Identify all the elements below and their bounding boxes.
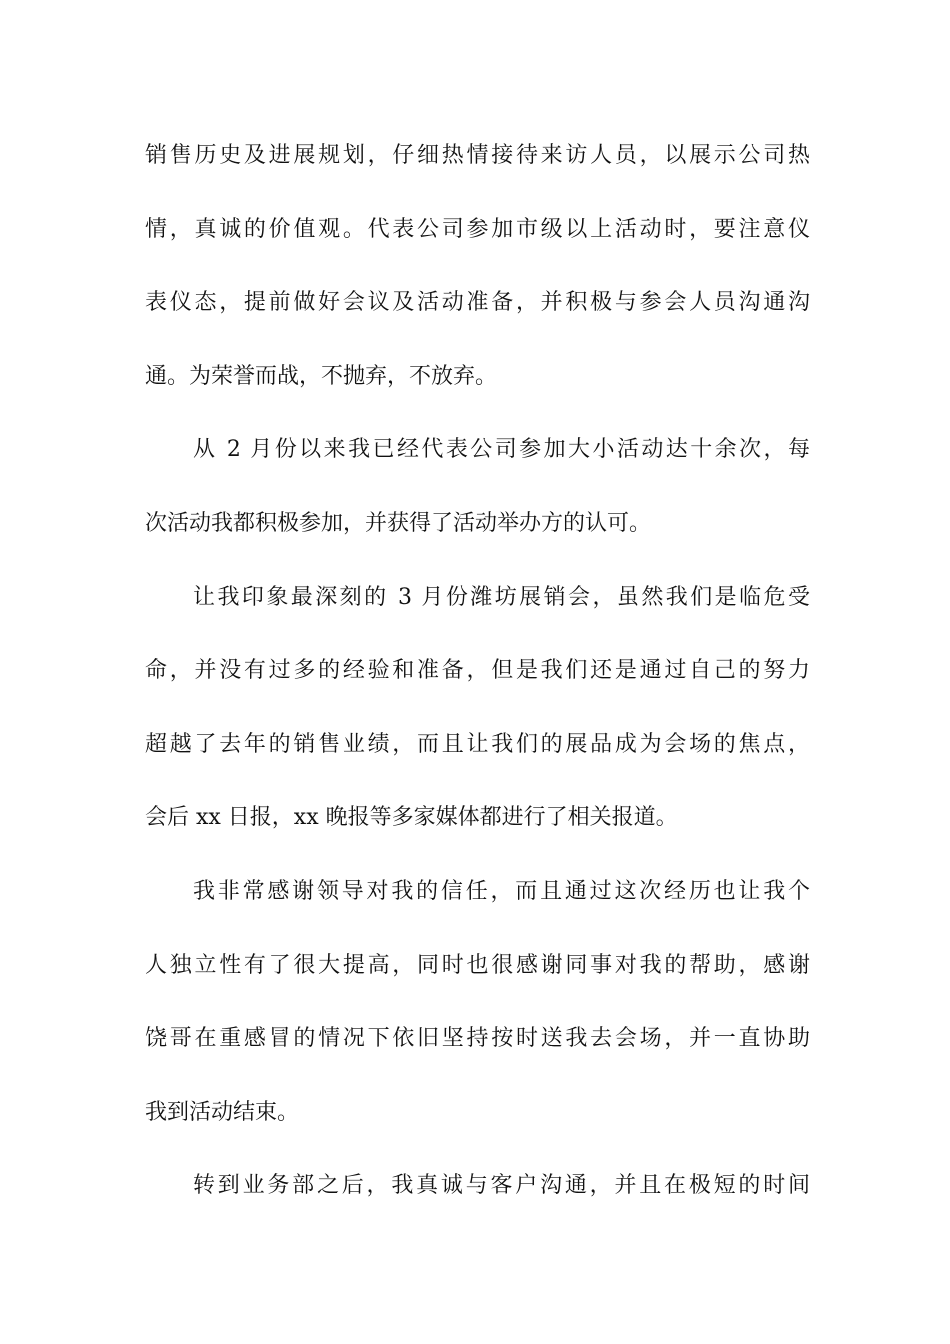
body-text <box>145 131 810 1235</box>
text-line: 会后 xx 日报，xx 晚报等多家媒体都进行了相关报道。 <box>145 805 678 831</box>
paragraph-first-line: 从 2 月份以来我已经代表公司参加大小活动达十余次，每 <box>193 437 810 463</box>
paragraph-first-line: 转到业务部之后，我真诚与客户沟通，并且在极短的时间 <box>193 1173 810 1199</box>
text-line: 通。为荣誉而战，不抛弃，不放弃。 <box>145 363 498 389</box>
text-line: 我到活动结束。 <box>145 1099 300 1125</box>
paragraph-first-line: 我非常感谢领导对我的信任，而且通过这次经历也让我个 <box>193 878 810 904</box>
text-line: 命，并没有过多的经验和准备，但是我们还是通过自己的努力 <box>145 658 810 684</box>
text-line: 超越了去年的销售业绩，而且让我们的展品成为会场的焦点， <box>145 731 810 757</box>
paragraph-first-line: 让我印象最深刻的 3 月份潍坊展销会，虽然我们是临危受 <box>193 584 810 610</box>
text-line: 人独立性有了很大提高，同时也很感谢同事对我的帮助，感谢 <box>145 952 810 978</box>
text-line: 次活动我都积极参加，并获得了活动举办方的认可。 <box>145 510 652 536</box>
text-line: 饶哥在重感冒的情况下依旧坚持按时送我去会场，并一直协助 <box>145 1026 810 1052</box>
text-line: 情，真诚的价值观。代表公司参加市级以上活动时，要注意仪 <box>145 216 810 242</box>
text-line: 表仪态，提前做好会议及活动准备，并积极与参会人员沟通沟 <box>145 290 810 316</box>
text-line: 销售历史及进展规划，仔细热情接待来访人员，以展示公司热 <box>145 143 810 168</box>
